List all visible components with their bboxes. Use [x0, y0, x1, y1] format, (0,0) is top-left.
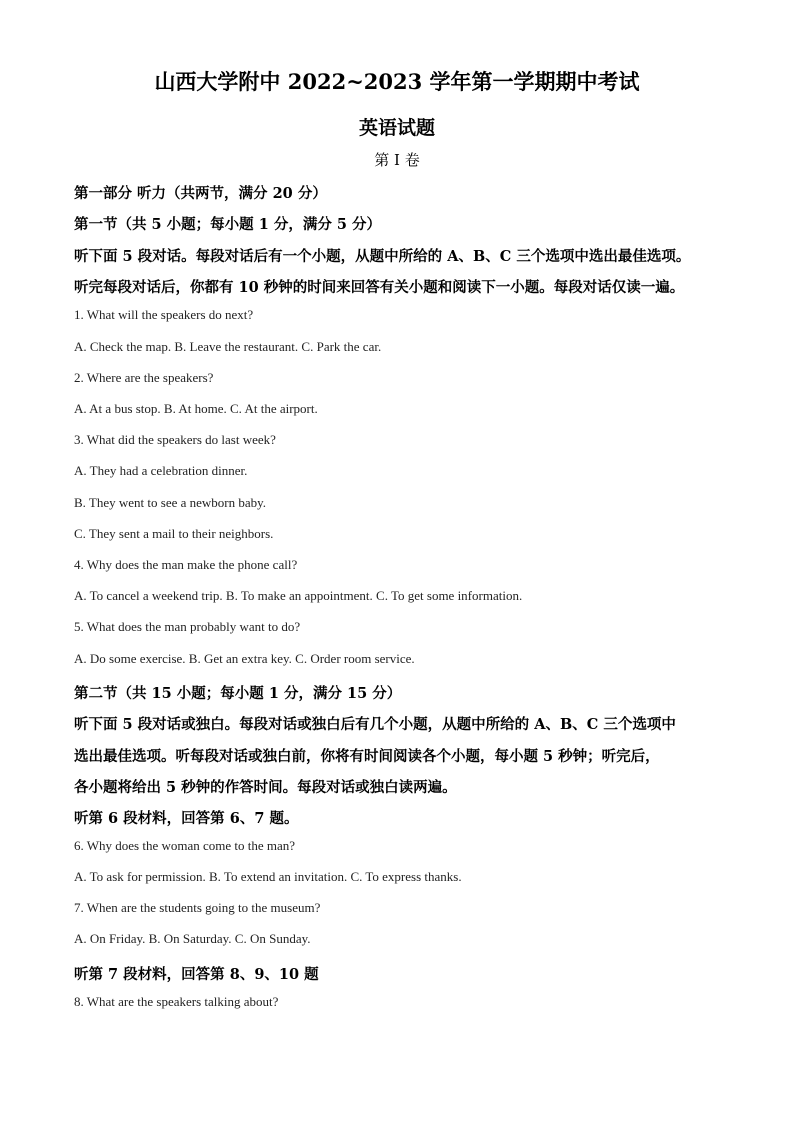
answer-options: A. To cancel a weekend trip. B. To make an appointment. C. To get some information. — [74, 588, 523, 603]
answer-options: A. To ask for permission. B. To extend an invitation. C. To express thanks. — [74, 869, 462, 884]
instruction-line: 第二节（共 15 小题；每小题 1 分，满分 15 分） — [74, 685, 402, 702]
instruction-line: 听第 6 段材料，回答第 6、7 题。 — [74, 810, 299, 827]
answer-options: A. They had a celebration dinner. — [74, 463, 248, 478]
question-text: 5. What does the man probably want to do? — [74, 619, 301, 634]
instruction-line: 第一部分 听力（共两节，满分 20 分） — [74, 185, 327, 202]
instruction-line: 各小题将给出 5 秒钟的作答时间。每段对话或独白读两遍。 — [74, 779, 457, 796]
question-text: 7. When are the students going to the museum? — [74, 900, 321, 915]
question-text: 6. Why does the woman come to the man? — [74, 838, 296, 853]
question-text: 1. What will the speakers do next? — [74, 307, 254, 322]
instruction-line: 选出最佳选项。听每段对话或独白前，你将有时间阅读各个小题，每小题 5 秒钟；听完后， — [74, 748, 660, 765]
answer-options: A. At a bus stop. B. At home. C. At the airport. — [74, 401, 318, 416]
instruction-line: 第一节（共 5 小题；每小题 1 分，满分 5 分） — [74, 216, 382, 233]
question-text: 8. What are the speakers talking about? — [74, 994, 279, 1009]
instruction-line: 听下面 5 段对话或独白。每段对话或独白后有几个小题，从题中所给的 A、B、C 三个选项中 — [74, 716, 676, 733]
answer-options: A. On Friday. B. On Saturday. C. On Sunday. — [74, 931, 311, 946]
answer-options: A. Do some exercise. B. Get an extra key. C. Order room service. — [74, 651, 415, 666]
question-text: 3. What did the speakers do last week? — [74, 432, 276, 447]
answer-options: A. Check the map. B. Leave the restaurant. C. Park the car. — [74, 339, 382, 354]
exam-title: 山西大学附中 2022~2023 学年第一学期期中考试 — [154, 69, 640, 94]
instruction-line: 听完每段对话后，你都有 10 秒钟的时间来回答有关小题和阅读下一小题。每段对话仅读一遍。 — [74, 279, 685, 296]
answer-options: B. They went to see a newborn baby. — [74, 495, 267, 510]
volume-label: 第 I 卷 — [374, 151, 420, 169]
question-text: 2. Where are the speakers? — [74, 370, 214, 385]
question-text: 4. Why does the man make the phone call? — [74, 557, 298, 572]
instruction-line: 听第 7 段材料，回答第 8、9、10 题 — [74, 966, 319, 983]
instruction-line: 听下面 5 段对话。每段对话后有一个小题，从题中所给的 A、B、C 三个选项中选出最佳选项。 — [74, 248, 691, 265]
answer-options: C. They sent a mail to their neighbors. — [74, 526, 274, 541]
exam-subtitle: 英语试题 — [358, 117, 435, 139]
